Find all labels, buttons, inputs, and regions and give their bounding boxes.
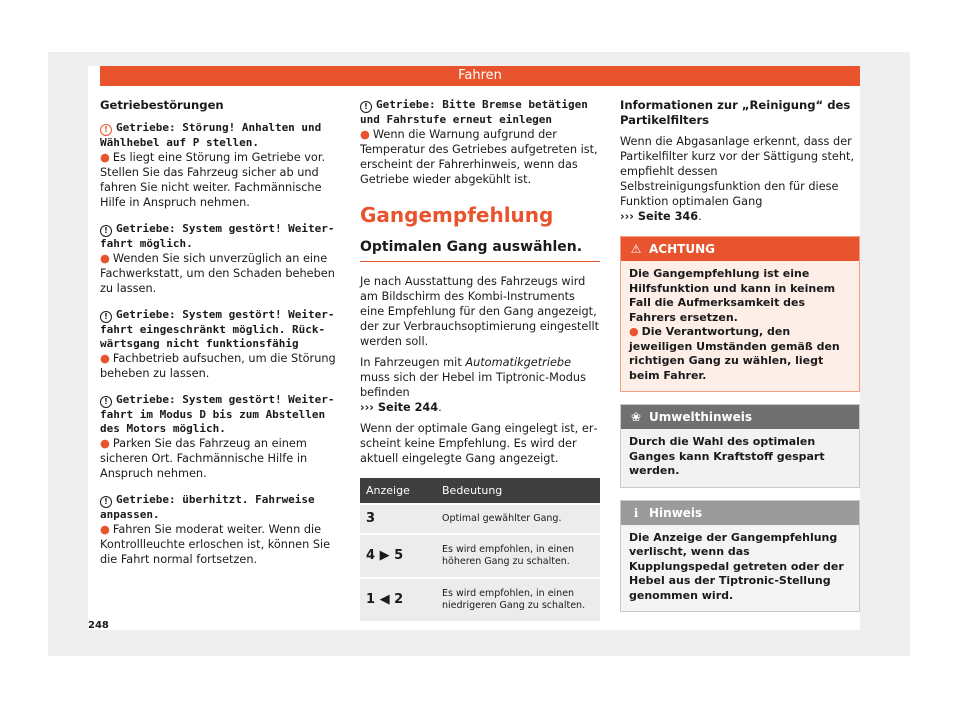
table-row — [360, 578, 600, 621]
gear-table — [360, 478, 600, 621]
paragraph: Wenn die Abgasanlage erkennt, dass der Partikelfilter kurz vor der Sättigung steht, empfiehlt dessen Selbstreinigungsfunktion den für diese Funktion optimalen Gang ››› Seite 346. — [620, 135, 855, 223]
warning-icon: ! — [100, 396, 112, 408]
bullet-icon: ● — [100, 437, 110, 450]
table-header-row — [360, 478, 600, 504]
fault-entry — [100, 222, 342, 296]
bullet-icon: ● — [100, 352, 110, 365]
meaning-cell: Es wird empfohlen, in einen niedrigeren Gang zu schalten. — [436, 578, 600, 621]
page-reference-link[interactable]: ››› Seite 346 — [620, 210, 699, 223]
fault-message: ! Getriebe: System gestört! Weiterfahrt eingeschränkt möglich. Rückwärtsgang nicht funktionsfähig — [100, 308, 335, 350]
fault-text: ● Es liegt eine Störung im Getriebe vor. Stellen Sie das Fahrzeug sicher ab und fahren Sie nicht weiter. Fachmännische Hilfe in Anspruch nehmen. — [100, 151, 326, 209]
note-box-body: Die Anzeige der Gangempfehlung verlischt, wenn das Kupplungspedal getreten oder der Hebel aus der Tiptronic-Stellung genommen wird. — [621, 525, 859, 612]
warning-box-body — [621, 261, 859, 391]
paragraph: Wenn der optimale Gang eingelegt ist, erscheint keine Empfehlung. Es wird der aktuell eingelegte Gang angezeigt. — [360, 422, 598, 465]
fault-entry — [100, 121, 342, 210]
fault-message: ! Getriebe: Bitte Bremse betätigen und Fahrstufe erneut einlegen — [360, 98, 588, 126]
fault-text: ● Wenden Sie sich unverzüglich an eine Fachwerkstatt, um den Schaden beheben zu lassen. — [100, 252, 335, 295]
warning-box — [620, 236, 860, 392]
meaning-cell: Es wird empfohlen, in einen höheren Gang zu schalten. — [436, 534, 600, 578]
bullet-icon: ● — [100, 523, 110, 536]
info-icon: ℹ — [633, 505, 639, 520]
fault-text: ● Wenn die Warnung aufgrund der Temperatur des Getriebes aufgetreten ist, erscheint der Fahrerhinweis, wenn das Getriebe wieder abgekühlt ist. — [360, 128, 598, 186]
warning-icon: ! — [360, 101, 372, 113]
note-box — [620, 500, 860, 613]
fault-message: ! Getriebe: System gestört! Weiterfahrt möglich. — [100, 222, 335, 250]
fault-entry — [100, 308, 342, 381]
page-reference-link[interactable]: ››› Seite 244 — [360, 401, 439, 414]
chapter-header: Fahren — [100, 66, 860, 86]
fault-message: ! Getriebe: überhitzt. Fahrweise anpassen. — [100, 493, 315, 521]
page-number: 248 — [88, 620, 109, 631]
bullet-icon: ● — [100, 252, 110, 265]
warning-icon: ! — [100, 496, 112, 508]
warning-icon: ! — [100, 124, 112, 136]
paragraph: In Fahrzeugen mit Automatikgetriebe muss sich der Hebel im Tiptronic-Modus befinden ››› Seite 244. — [360, 356, 586, 414]
fault-entry — [360, 98, 600, 187]
fault-entry — [100, 493, 342, 567]
warning-icon: ! — [100, 225, 112, 237]
bullet-icon: ● — [100, 151, 110, 164]
warning-line: ● Die Verantwortung, den jeweiligen Umständen gemäß den richtigen Gang zu wählen, liegt beim Fahrer. — [629, 325, 840, 382]
indicator-cell: 1 ◀ 2 — [360, 578, 436, 621]
environment-box-body: Durch die Wahl des optimalen Ganges kann Kraftstoff gespart werden. — [621, 429, 859, 487]
note-box-header: ℹ Hinweis — [621, 501, 859, 525]
indicator-cell: 4 ▶ 5 — [360, 534, 436, 578]
bullet-icon: ● — [360, 128, 370, 141]
chapter-title: Gangempfehlung — [360, 203, 554, 227]
warning-triangle-icon: ⚠ — [630, 242, 642, 256]
fault-message: ! Getriebe: Störung! Anhalten und Wählhebel auf P stellen. — [100, 121, 322, 149]
column-right — [620, 98, 860, 612]
fault-message: ! Getriebe: System gestört! Weiterfahrt im Modus D bis zum Abstellen des Motors möglich. — [100, 393, 335, 435]
section-title: Getriebestörungen — [100, 98, 224, 112]
section-subtitle: Optimalen Gang auswählen. — [360, 239, 600, 262]
column-header: Bedeutung — [436, 478, 600, 504]
fault-text: ● Fachbetrieb aufsuchen, um die Störung beheben zu lassen. — [100, 352, 336, 380]
fault-text: ● Parken Sie das Fahrzeug an einem sicheren Ort. Fachmännische Hilfe in Anspruch nehmen. — [100, 437, 308, 480]
warning-box-header: ⚠ ACHTUNG — [621, 237, 859, 261]
fault-entry — [100, 393, 342, 481]
flower-icon: ❀ — [630, 410, 642, 424]
warning-icon: ! — [100, 311, 112, 323]
section-title: Informationen zur „Reinigung“ des Partikelfilters — [620, 98, 851, 127]
paragraph: Je nach Ausstattung des Fahrzeugs wird am Bildschirm des Kombi-Instruments eine Empfehlung für den Gang angezeigt, der zur Verbrauchsoptimierung eingestellt werden soll. — [360, 275, 600, 348]
warning-line: Die Gangempfehlung ist eine Hilfsfunktion und kann in keinem Fall die Aufmerksamkeit des Fahrers ersetzen. — [629, 267, 836, 324]
column-middle — [360, 98, 600, 621]
environment-box — [620, 404, 860, 488]
fault-text: ● Fahren Sie moderat weiter. Wenn die Kontrollleuchte erloschen ist, können Sie die Fahrt normal fortsetzen. — [100, 523, 331, 566]
column-left — [100, 98, 342, 579]
bullet-icon: ● — [629, 325, 639, 338]
meaning-cell: Optimal gewählter Gang. — [436, 504, 600, 534]
column-header: Anzeige — [360, 478, 436, 504]
indicator-cell: 3 — [360, 504, 436, 534]
table-row — [360, 534, 600, 578]
environment-box-header: ❀ Umwelthinweis — [621, 405, 859, 429]
table-row — [360, 504, 600, 534]
